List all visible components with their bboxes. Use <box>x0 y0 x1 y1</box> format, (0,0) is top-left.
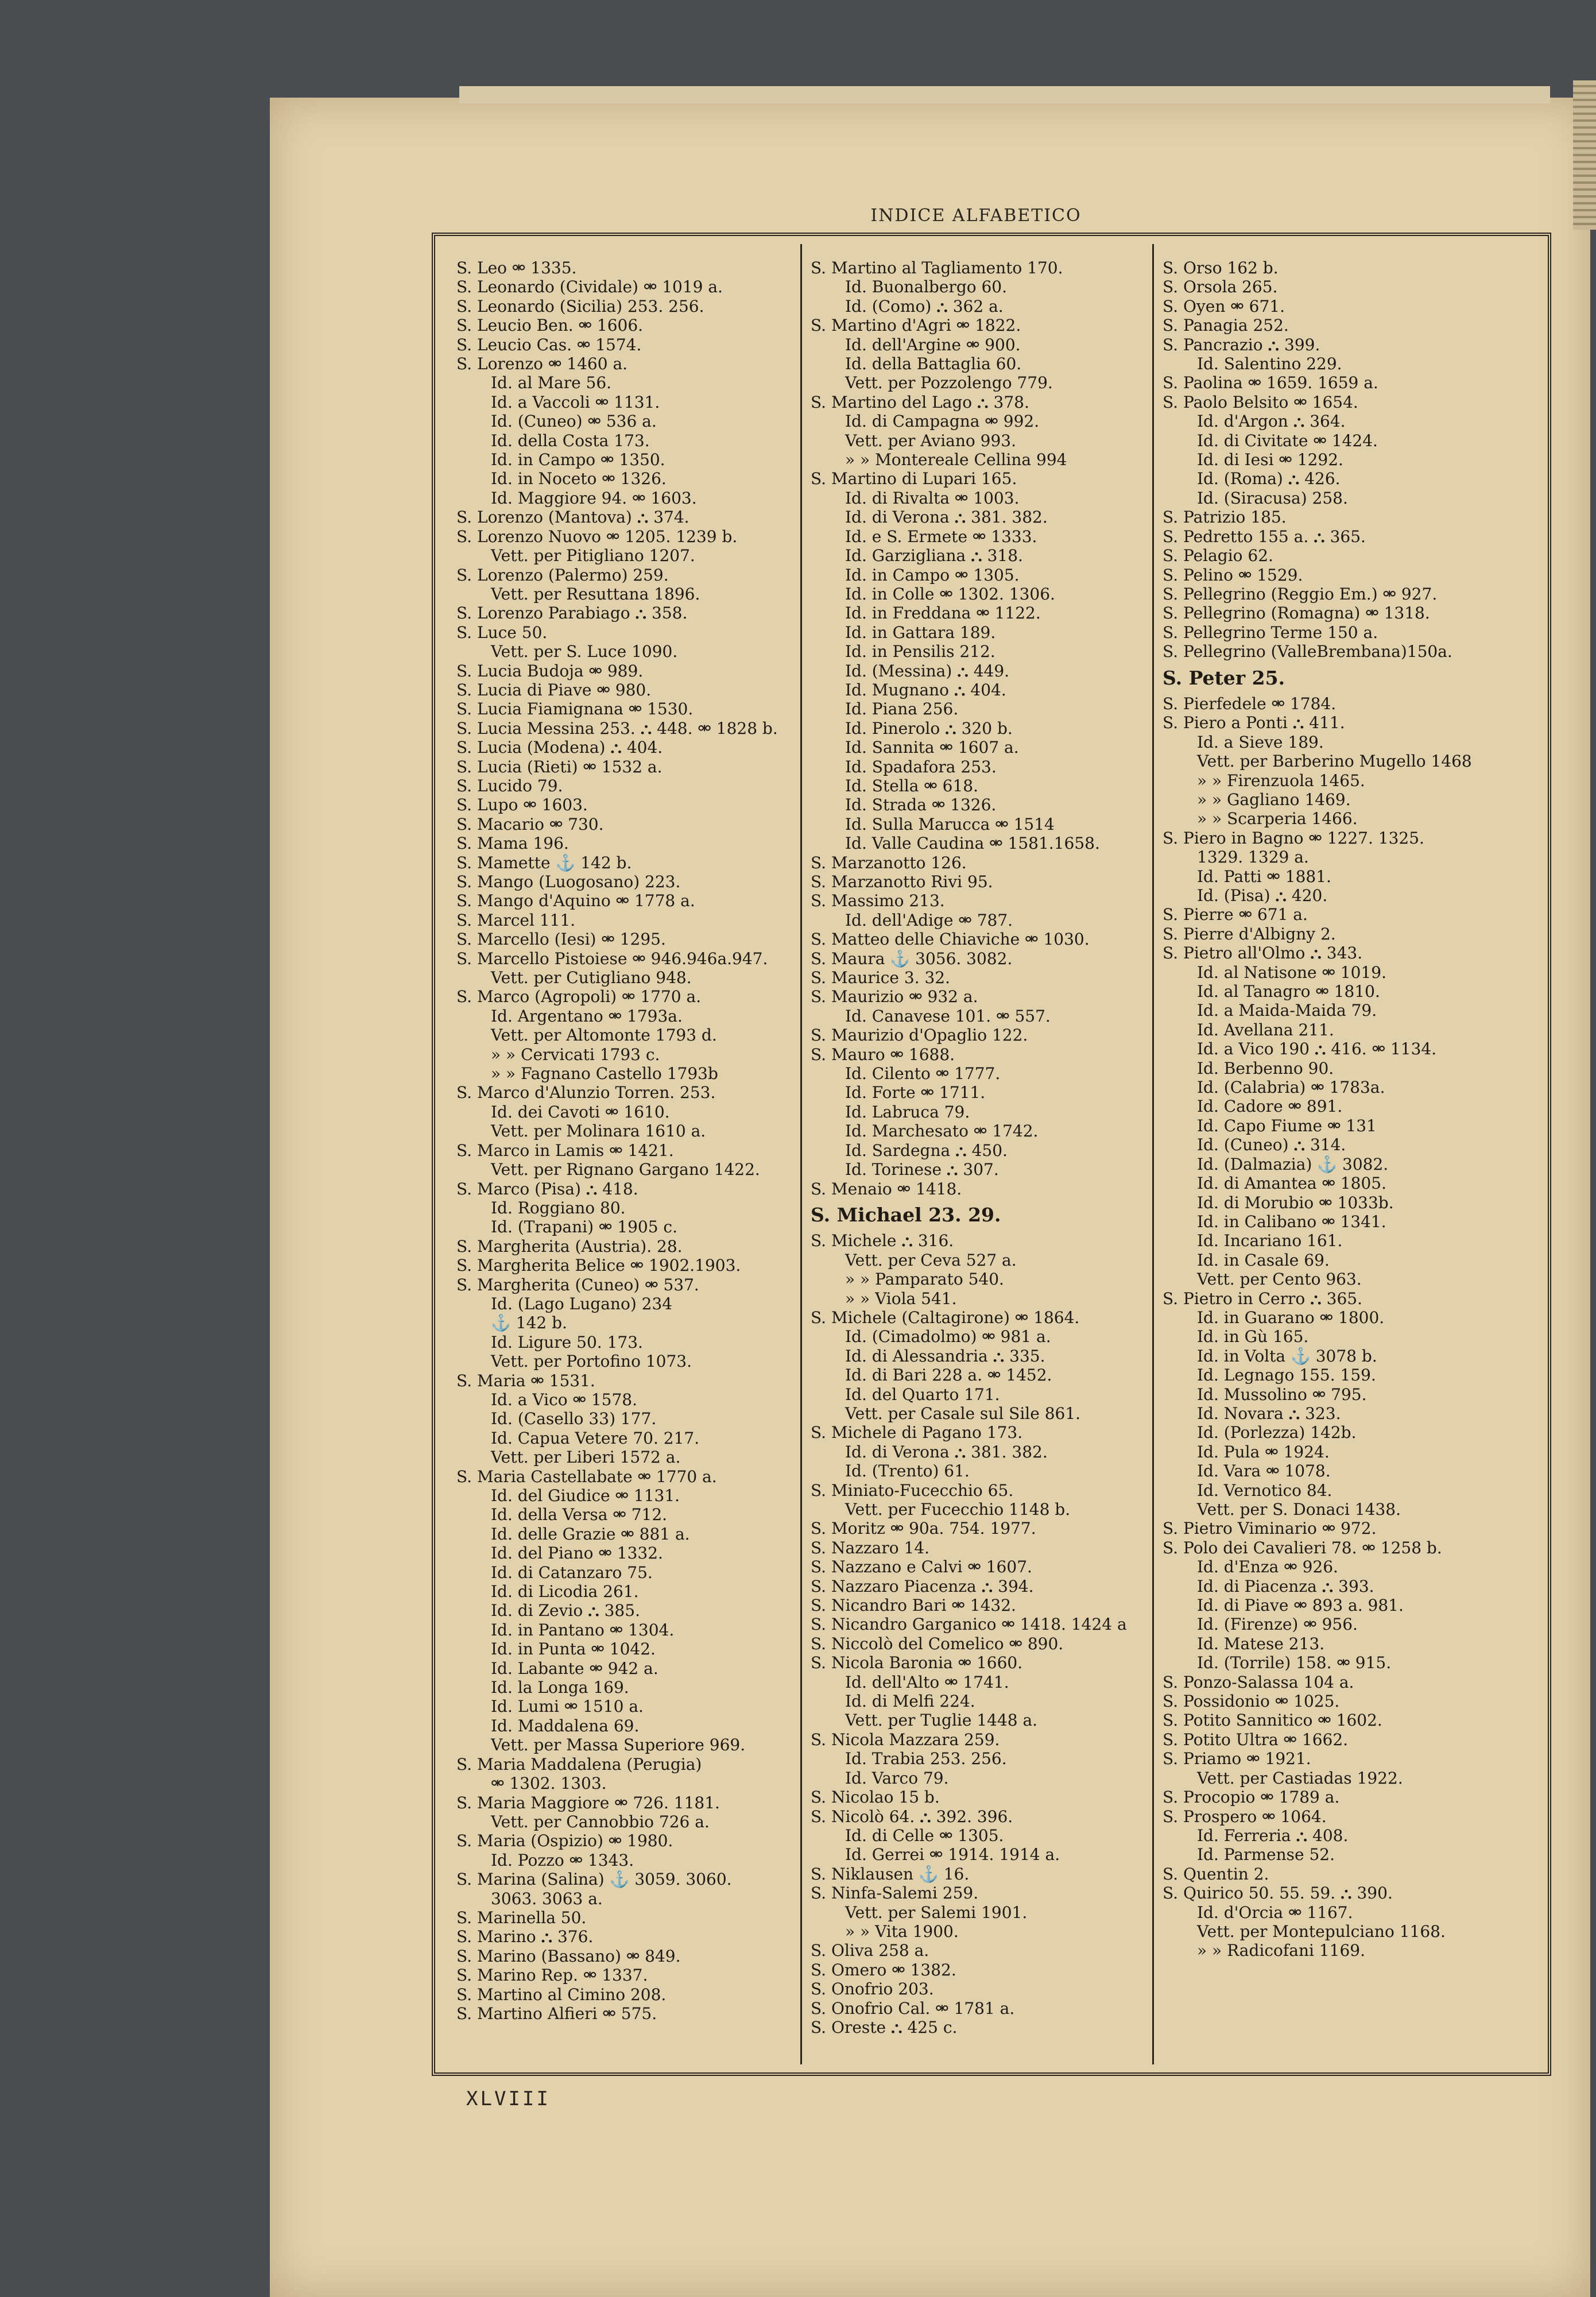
index-entry: Id. a Vico ⚮ 1578. <box>491 1390 638 1409</box>
index-entry: Vett. per S. Luce 1090. <box>491 642 678 662</box>
index-column-3 <box>1163 258 1507 1960</box>
index-entry: S. Mamette ⚓ 142 b. <box>456 853 632 872</box>
index-entry: Id. in Punta ⚮ 1042. <box>491 1639 656 1659</box>
index-entry: S. Pedretto 155 a. ⛬ 365. <box>1163 527 1366 546</box>
index-entry: S. Paolina ⚮ 1659. 1659 a. <box>1163 373 1378 393</box>
index-entry: Id. dei Cavoti ⚮ 1610. <box>491 1102 670 1122</box>
index-entry: S. Michael 23. 29. <box>811 1203 1001 1226</box>
index-entry: Id. delle Grazie ⚮ 881 a. <box>491 1524 690 1544</box>
index-entry: S. Pellegrino Terme 150 a. <box>1163 622 1378 642</box>
index-entry: Id. a Vaccoli ⚮ 1131. <box>491 392 660 412</box>
index-entry: S. Paolo Belsito ⚮ 1654. <box>1163 392 1358 412</box>
index-entry: S. Lucia Budoja ⚮ 989. <box>456 661 644 680</box>
index-entry: Id. al Mare 56. <box>491 373 612 393</box>
index-entry: S. Pelino ⚮ 1529. <box>1163 565 1303 585</box>
index-entry: S. Matteo delle Chiaviche ⚮ 1030. <box>811 930 1090 949</box>
index-entry: Vett. per Tuglie 1448 a. <box>845 1711 1038 1730</box>
index-entry: S. Mauro ⚮ 1688. <box>811 1045 955 1064</box>
index-entry: S. Nazzano e Calvi ⚮ 1607. <box>811 1557 1032 1577</box>
index-entry: S. Maurizio ⚮ 932 a. <box>811 987 978 1007</box>
index-entry: S. Moritz ⚮ 90a. 754. 1977. <box>811 1519 1036 1538</box>
index-entry: ⚓ 142 b. <box>491 1313 567 1333</box>
index-entry: Vett. per Casale sul Sile 861. <box>845 1403 1081 1423</box>
index-entry: » » Firenzuola 1465. <box>1197 771 1365 790</box>
index-entry: Id. Canavese 101. ⚮ 557. <box>845 1006 1051 1026</box>
index-entry: Id. (Cuneo) ⛬ 314. <box>1197 1135 1346 1155</box>
index-entry: S. Martino di Lupari 165. <box>811 469 1017 489</box>
index-entry: Id. (Calabria) ⚮ 1783a. <box>1197 1078 1385 1097</box>
index-entry: S. Marco d'Alunzio Torren. 253. <box>456 1083 716 1103</box>
index-entry: Id. al Tanagro ⚮ 1810. <box>1197 982 1380 1001</box>
index-entry: Id. di Verona ⛬ 381. 382. <box>845 508 1048 527</box>
index-entry: » » Montereale Cellina 994 <box>845 450 1067 470</box>
index-entry: S. Piero in Bagno ⚮ 1227. 1325. <box>1163 828 1424 848</box>
index-entry: Id. Capua Vetere 70. 217. <box>491 1428 700 1448</box>
index-entry: Id. di Morubio ⚮ 1033b. <box>1197 1193 1394 1212</box>
index-entry: Id. in Pensilis 212. <box>845 642 995 662</box>
index-entry: S. Margherita (Cuneo) ⚮ 537. <box>456 1275 699 1294</box>
index-entry: Id. Patti ⚮ 1881. <box>1197 867 1331 886</box>
index-entry: S. Lucia di Piave ⚮ 980. <box>456 680 652 699</box>
index-entry: Id. e S. Ermete ⚮ 1333. <box>845 527 1037 546</box>
index-entry: Id. al Natisone ⚮ 1019. <box>1197 962 1386 982</box>
index-entry: S. Niklausen ⚓ 16. <box>811 1864 970 1884</box>
index-entry: Id. (Torrile) 158. ⚮ 915. <box>1197 1653 1392 1673</box>
index-entry: Id. dell'Adige ⚮ 787. <box>845 910 1013 930</box>
index-entry: S. Maria Maggiore ⚮ 726. 1181. <box>456 1793 720 1812</box>
page-edge <box>459 86 1550 103</box>
index-entry: S. Marco (Pisa) ⛬ 418. <box>456 1179 638 1198</box>
index-column-1 <box>456 258 801 2023</box>
index-entry: » » Gagliano 1469. <box>1197 790 1351 809</box>
index-entry: Id. di Campagna ⚮ 992. <box>845 412 1040 431</box>
index-entry: S. Pellegrino (Romagna) ⚮ 1318. <box>1163 604 1430 623</box>
index-entry: Id. di Catanzaro 75. <box>491 1563 653 1582</box>
index-entry: Id. (Casello 33) 177. <box>491 1409 657 1429</box>
index-entry: Id. Buonalbergo 60. <box>845 277 1008 297</box>
index-entry: S. Pelagio 62. <box>1163 546 1273 566</box>
index-entry: S. Priamo ⚮ 1921. <box>1163 1749 1311 1769</box>
index-entry: Id. (Roma) ⛬ 426. <box>1197 469 1341 489</box>
index-entry: Vett. per Rignano Gargano 1422. <box>491 1160 760 1180</box>
index-entry: S. Nicola Mazzara 259. <box>811 1730 1000 1749</box>
index-entry: S. Michele (Caltagirone) ⚮ 1864. <box>811 1308 1080 1327</box>
index-entry: S. Marzanotto Rivi 95. <box>811 872 993 891</box>
index-entry: Id. del Giudice ⚮ 1131. <box>491 1486 680 1505</box>
index-entry: S. Maurice 3. 32. <box>811 968 951 988</box>
index-entry: Id. Argentano ⚮ 1793a. <box>491 1006 683 1026</box>
index-entry: Id. in Noceto ⚮ 1326. <box>491 469 667 489</box>
index-entry: S. Leonardo (Sicilia) 253. 256. <box>456 296 704 316</box>
index-entry: Id. in Guarano ⚮ 1800. <box>1197 1308 1385 1327</box>
index-entry: Id. in Freddana ⚮ 1122. <box>845 604 1041 623</box>
index-entry: Id. Maggiore 94. ⚮ 1603. <box>491 488 697 508</box>
index-entry: Id. (Dalmazia) ⚓ 3082. <box>1197 1154 1389 1174</box>
index-entry: Id. dell'Argine ⚮ 900. <box>845 335 1021 354</box>
index-entry: Id. d'Argon ⛬ 364. <box>1197 412 1346 431</box>
index-entry: S. Marco in Lamis ⚮ 1421. <box>456 1140 674 1160</box>
index-entry: S. Leo ⚮ 1335. <box>456 258 577 277</box>
index-entry: S. Lorenzo Nuovo ⚮ 1205. 1239 b. <box>456 527 738 546</box>
index-entry: S. Nicola Baronia ⚮ 1660. <box>811 1653 1023 1673</box>
page-header: INDICE ALFABETICO <box>870 206 1082 226</box>
index-entry: S. Pietro Viminario ⚮ 972. <box>1163 1519 1377 1538</box>
index-entry: Vett. per Pozzolengo 779. <box>845 373 1053 393</box>
index-entry: Vett. per Fucecchio 1148 b. <box>845 1500 1071 1519</box>
index-entry: S. Macario ⚮ 730. <box>456 814 604 834</box>
index-entry: S. Marino (Bassano) ⚮ 849. <box>456 1946 681 1966</box>
index-entry: S. Lucia Messina 253. ⛬ 448. ⚮ 1828 b. <box>456 718 778 738</box>
index-entry: » » Pamparato 540. <box>845 1270 1004 1289</box>
index-entry: Id. di Licodia 261. <box>491 1582 639 1602</box>
index-entry: Vett. per Altomonte 1793 d. <box>491 1026 717 1045</box>
index-entry: Id. Stella ⚮ 618. <box>845 776 978 795</box>
index-entry: S. Martino d'Agri ⚮ 1822. <box>811 316 1021 335</box>
index-entry: S. Marino ⛬ 376. <box>456 1927 594 1947</box>
index-entry: S. Mango d'Aquino ⚮ 1778 a. <box>456 891 695 911</box>
page-stack-edge <box>1573 80 1596 230</box>
index-entry: Id. Pula ⚮ 1924. <box>1197 1442 1330 1461</box>
index-entry: Id. d'Orcia ⚮ 1167. <box>1197 1902 1353 1922</box>
index-entry: Id. in Campo ⚮ 1350. <box>491 450 665 470</box>
index-entry: Vett. per Castiadas 1922. <box>1197 1768 1403 1788</box>
index-entry: Id. a Vico 190 ⛬ 416. ⚮ 1134. <box>1197 1039 1437 1059</box>
index-entry: S. Pietro in Cerro ⛬ 365. <box>1163 1289 1362 1308</box>
index-entry: S. Pellegrino (Reggio Em.) ⚮ 927. <box>1163 584 1438 604</box>
index-entry: S. Martino del Lago ⛬ 378. <box>811 392 1029 412</box>
index-entry: S. Lucia (Rieti) ⚮ 1532 a. <box>456 757 663 776</box>
index-entry: Vett. per Liberi 1572 a. <box>491 1448 681 1467</box>
index-entry: S. Nicandro Garganico ⚮ 1418. 1424 a <box>811 1615 1127 1634</box>
index-entry: S. Marco (Agropoli) ⚮ 1770 a. <box>456 987 702 1007</box>
index-entry: Vett. per Cento 963. <box>1197 1270 1362 1289</box>
index-entry: Id. Sannita ⚮ 1607 a. <box>845 738 1019 757</box>
index-entry: Id. Marchesato ⚮ 1742. <box>845 1122 1039 1141</box>
index-entry: Id. Cilento ⚮ 1777. <box>845 1064 1001 1084</box>
index-entry: Vett. per Montepulciano 1168. <box>1197 1921 1446 1941</box>
index-entry: Id. dell'Alto ⚮ 1741. <box>845 1672 1009 1692</box>
index-entry: S. Nicolò 64. ⛬ 392. 396. <box>811 1807 1013 1826</box>
index-entry: S. Pierfedele ⚮ 1784. <box>1163 694 1337 713</box>
index-entry: Id. di Alessandria ⛬ 335. <box>845 1346 1045 1366</box>
index-entry: Id. Spadafora 253. <box>845 757 997 776</box>
index-entry: Vett. per Portofino 1073. <box>491 1352 692 1371</box>
index-entry: Id. in Pantano ⚮ 1304. <box>491 1620 675 1639</box>
index-entry: S. Maria Castellabate ⚮ 1770 a. <box>456 1467 717 1486</box>
index-entry: ⚮ 1302. 1303. <box>491 1774 607 1793</box>
index-entry: Id. Parmense 52. <box>1197 1845 1335 1865</box>
index-entry: Id. della Costa 173. <box>491 431 650 450</box>
index-entry: Id. Incariano 161. <box>1197 1231 1343 1251</box>
index-entry: Id. Lumi ⚮ 1510 a. <box>491 1697 644 1716</box>
index-entry: Id. Sulla Marucca ⚮ 1514 <box>845 814 1055 834</box>
index-entry: S. Marcello Pistoiese ⚮ 946.946a.947. <box>456 949 768 968</box>
index-entry: S. Lorenzo (Mantova) ⛬ 374. <box>456 508 689 527</box>
index-entry: Vett. per Salemi 1901. <box>845 1902 1028 1922</box>
index-entry: S. Massimo 213. <box>811 891 945 911</box>
index-entry: Id. in Calibano ⚮ 1341. <box>1197 1212 1386 1231</box>
index-entry: S. Lucia (Modena) ⛬ 404. <box>456 738 663 757</box>
index-entry: S. Panagia 252. <box>1163 316 1289 335</box>
index-entry: Id. Maddalena 69. <box>491 1716 640 1735</box>
index-entry: Id. Matese 213. <box>1197 1634 1325 1653</box>
index-entry: S. Margherita (Austria). 28. <box>456 1236 683 1256</box>
index-entry: Id. a Sieve 189. <box>1197 732 1324 752</box>
index-entry: Id. Ligure 50. 173. <box>491 1332 643 1352</box>
index-entry: S. Margherita Belice ⚮ 1902.1903. <box>456 1256 741 1275</box>
index-entry: Id. (Trento) 61. <box>845 1461 970 1481</box>
index-entry: Id. in Casale 69. <box>1197 1250 1330 1270</box>
index-entry: Id. Ferreria ⛬ 408. <box>1197 1826 1349 1845</box>
index-entry: Vett. per S. Donaci 1438. <box>1197 1500 1401 1519</box>
index-entry: S. Orso 162 b. <box>1163 258 1279 277</box>
index-entry: Vett. per Molinara 1610 a. <box>491 1122 706 1141</box>
index-entry: Id. di Amantea ⚮ 1805. <box>1197 1174 1386 1193</box>
index-entry: » » Vita 1900. <box>845 1921 959 1941</box>
index-entry: S. Leucio Cas. ⚮ 1574. <box>456 335 642 354</box>
index-entry: Id. (Messina) ⛬ 449. <box>845 661 1010 680</box>
index-entry: S. Maria (Ospizio) ⚮ 1980. <box>456 1831 673 1851</box>
index-entry: Id. del Quarto 171. <box>845 1385 1000 1404</box>
index-entry: Id. a Maida-Maida 79. <box>1197 1001 1377 1020</box>
index-entry: S. Ponzo-Salassa 104 a. <box>1163 1672 1354 1692</box>
index-entry: » » Viola 541. <box>845 1289 957 1308</box>
index-entry: Vett. per Pitigliano 1207. <box>491 546 695 566</box>
index-entry: Id. Piana 256. <box>845 699 959 719</box>
index-entry: Id. Trabia 253. 256. <box>845 1749 1007 1769</box>
index-entry: S. Maria Maddalena (Perugia) <box>456 1754 702 1774</box>
index-entry: Id. del Piano ⚮ 1332. <box>491 1544 663 1563</box>
index-entry: S. Martino Alfieri ⚮ 575. <box>456 2004 657 2023</box>
index-entry: Id. Labruca 79. <box>845 1102 970 1122</box>
index-entry: Id. di Piave ⚮ 893 a. 981. <box>1197 1596 1404 1615</box>
index-entry: Id. Avellana 211. <box>1197 1020 1334 1039</box>
index-entry: S. Potito Ultra ⚮ 1662. <box>1163 1730 1349 1749</box>
index-entry: S. Pierre d'Albigny 2. <box>1163 924 1336 943</box>
index-entry: Id. Berbenno 90. <box>1197 1058 1334 1078</box>
index-entry: Id. della Battaglia 60. <box>845 354 1022 374</box>
index-entry: Id. della Versa ⚮ 712. <box>491 1505 668 1525</box>
index-entry: Id. Novara ⛬ 323. <box>1197 1403 1341 1423</box>
index-entry: Id. di Melfi 224. <box>845 1692 975 1711</box>
index-entry: S. Oyen ⚮ 671. <box>1163 296 1285 316</box>
index-entry: S. Lorenzo (Palermo) 259. <box>456 565 669 585</box>
index-entry: Id. (Lago Lugano) 234 <box>491 1294 673 1313</box>
index-entry: Vett. per Barberino Mugello 1468 <box>1197 752 1472 771</box>
index-entry: Id. Salentino 229. <box>1197 354 1342 374</box>
index-entry: Id. Sardegna ⛬ 450. <box>845 1140 1008 1160</box>
index-entry: S. Marino Rep. ⚮ 1337. <box>456 1966 648 1985</box>
index-entry: Id. Pinerolo ⛬ 320 b. <box>845 718 1013 738</box>
index-entry: S. Pierre ⚮ 671 a. <box>1163 905 1308 925</box>
index-entry: S. Potito Sannitico ⚮ 1602. <box>1163 1711 1382 1730</box>
index-entry: Id. in Colle ⚮ 1302. 1306. <box>845 584 1055 604</box>
index-entry: Id. Cadore ⚮ 891. <box>1197 1097 1343 1116</box>
index-entry: S. Marcel 111. <box>456 910 576 930</box>
index-column-2 <box>811 258 1155 2037</box>
index-entry: Id. in Gattara 189. <box>845 622 996 642</box>
index-entry: S. Marinella 50. <box>456 1908 587 1927</box>
index-entry: S. Marina (Salina) ⚓ 3059. 3060. <box>456 1870 732 1889</box>
index-entry: S. Nazzaro 14. <box>811 1538 930 1557</box>
index-entry: Id. (Cuneo) ⚮ 536 a. <box>491 412 657 431</box>
index-entry: Id. Garzigliana ⛬ 318. <box>845 546 1023 566</box>
index-entry: Id. Mugnano ⛬ 404. <box>845 680 1006 699</box>
index-entry: S. Leonardo (Cividale) ⚮ 1019 a. <box>456 277 723 297</box>
index-entry: Id. di Civitate ⚮ 1424. <box>1197 431 1378 450</box>
index-entry: S. Niccolò del Comelico ⚮ 890. <box>811 1634 1064 1653</box>
index-entry: » » Fagnano Castello 1793b <box>491 1064 718 1084</box>
index-entry: S. Lucido 79. <box>456 776 563 795</box>
index-entry: S. Quentin 2. <box>1163 1864 1269 1884</box>
index-entry: Id. Mussolino ⚮ 795. <box>1197 1385 1367 1404</box>
index-entry: S. Lorenzo ⚮ 1460 a. <box>456 354 628 374</box>
index-entry: S. Pancrazio ⛬ 399. <box>1163 335 1320 354</box>
index-entry: Vett. per Massa Superiore 969. <box>491 1735 746 1755</box>
index-entry: Id. di Rivalta ⚮ 1003. <box>845 488 1020 508</box>
index-entry: Vett. per Cannobbio 726 a. <box>491 1812 710 1831</box>
index-entry: Id. Pozzo ⚮ 1343. <box>491 1850 634 1870</box>
index-entry: S. Nicolao 15 b. <box>811 1788 940 1807</box>
index-entry: Id. Vara ⚮ 1078. <box>1197 1461 1331 1481</box>
index-entry: 1329. 1329 a. <box>1197 848 1309 867</box>
index-entry: S. Maurizio d'Opaglio 122. <box>811 1026 1028 1045</box>
index-entry: S. Leucio Ben. ⚮ 1606. <box>456 316 644 335</box>
index-entry: S. Pietro all'Olmo ⛬ 343. <box>1163 943 1363 963</box>
index-entry: S. Nicandro Bari ⚮ 1432. <box>811 1596 1016 1615</box>
index-entry: Id. in Gù 165. <box>1197 1327 1309 1347</box>
index-entry: S. Nazzaro Piacenza ⛬ 394. <box>811 1576 1034 1596</box>
index-entry: Id. Labante ⚮ 942 a. <box>491 1658 658 1678</box>
index-entry: Id. Torinese ⛬ 307. <box>845 1160 999 1180</box>
index-entry: S. Possidonio ⚮ 1025. <box>1163 1692 1340 1711</box>
index-entry: S. Mama 196. <box>456 834 569 853</box>
page-folio: XLVIII <box>466 2087 551 2110</box>
index-entry: Id. d'Enza ⚮ 926. <box>1197 1557 1338 1577</box>
index-entry: Id. (Como) ⛬ 362 a. <box>845 296 1004 316</box>
index-entry: S. Maura ⚓ 3056. 3082. <box>811 949 1013 968</box>
index-entry: Id. (Trapani) ⚮ 1905 c. <box>491 1217 677 1237</box>
index-entry: Id. Forte ⚮ 1711. <box>845 1083 986 1103</box>
index-entry: Vett. per Resuttana 1896. <box>491 584 700 604</box>
index-entry: S. Menaio ⚮ 1418. <box>811 1179 962 1198</box>
index-entry: Vett. per Aviano 993. <box>845 431 1016 450</box>
index-entry: S. Martino al Tagliamento 170. <box>811 258 1063 277</box>
index-entry: Id. Roggiano 80. <box>491 1198 626 1217</box>
index-entry: Id. di Celle ⚮ 1305. <box>845 1826 1004 1845</box>
index-entry: Id. di Verona ⛬ 381. 382. <box>845 1442 1048 1461</box>
index-entry: Id. di Bari 228 a. ⚮ 1452. <box>845 1366 1052 1385</box>
index-entry: Vett. per Ceva 527 a. <box>845 1250 1017 1270</box>
index-entry: » » Scarperia 1466. <box>1197 809 1358 829</box>
index-entry: Id. (Cimadolmo) ⚮ 981 a. <box>845 1327 1051 1347</box>
index-entry: Id. Vernotico 84. <box>1197 1480 1332 1500</box>
index-entry: Id. Strada ⚮ 1326. <box>845 795 997 815</box>
index-entry: S. Prospero ⚮ 1064. <box>1163 1807 1327 1826</box>
index-entry: Id. (Siracusa) 258. <box>1197 488 1348 508</box>
index-entry: S. Polo dei Cavalieri 78. ⚮ 1258 b. <box>1163 1538 1442 1557</box>
index-entry: » » Radicofani 1169. <box>1197 1941 1366 1960</box>
index-entry: S. Patrizio 185. <box>1163 508 1287 527</box>
index-entry: Vett. per Cutigliano 948. <box>491 968 692 988</box>
index-entry: Id. Valle Caudina ⚮ 1581.1658. <box>845 834 1100 853</box>
index-entry: Id. (Porlezza) 142b. <box>1197 1423 1357 1443</box>
index-entry: S. Lorenzo Parabiago ⛬ 358. <box>456 604 688 623</box>
index-entry: S. Orsola 265. <box>1163 277 1278 297</box>
index-entry: S. Lucia Fiamignana ⚮ 1530. <box>456 699 694 719</box>
index-entry: S. Martino al Cimino 208. <box>456 1985 667 2004</box>
index-entry: » » Cervicati 1793 c. <box>491 1045 660 1064</box>
index-entry: S. Marcello (Iesi) ⚮ 1295. <box>456 930 666 949</box>
index-entry: S. Mango (Luogosano) 223. <box>456 872 681 891</box>
index-entry: Id. di Zevio ⛬ 385. <box>491 1601 640 1621</box>
index-entry: Id. (Pisa) ⛬ 420. <box>1197 886 1328 905</box>
index-entry: Id. (Firenze) ⚮ 956. <box>1197 1615 1358 1634</box>
index-entry: Id. Legnago 155. 159. <box>1197 1366 1376 1385</box>
index-entry: Id. in Campo ⚮ 1305. <box>845 565 1020 585</box>
index-entry: S. Ninfa-Salemi 259. <box>811 1884 979 1903</box>
index-entry: S. Onofrio 203. <box>811 1979 934 1999</box>
index-entry: Id. Varco 79. <box>845 1768 949 1788</box>
index-entry: Id. in Volta ⚓ 3078 b. <box>1197 1346 1377 1366</box>
index-entry: S. Piero a Ponti ⛬ 411. <box>1163 713 1345 733</box>
index-entry: S. Michele ⛬ 316. <box>811 1231 954 1251</box>
index-entry: S. Michele di Pagano 173. <box>811 1423 1023 1443</box>
index-entry: Id. di Iesi ⚮ 1292. <box>1197 450 1343 470</box>
index-entry: S. Omero ⚮ 1382. <box>811 1960 956 1979</box>
index-entry: S. Pellegrino (ValleBrembana)150a. <box>1163 642 1452 662</box>
index-entry: S. Oreste ⛬ 425 c. <box>811 2017 958 2037</box>
index-entry: S. Procopio ⚮ 1789 a. <box>1163 1788 1340 1807</box>
index-entry: S. Quirico 50. 55. 59. ⛬ 390. <box>1163 1884 1393 1903</box>
index-entry: Id. di Piacenza ⛬ 393. <box>1197 1576 1374 1596</box>
index-entry: S. Miniato-Fucecchio 65. <box>811 1480 1014 1500</box>
index-entry: S. Onofrio Cal. ⚮ 1781 a. <box>811 1998 1015 2018</box>
index-entry: S. Lupo ⚮ 1603. <box>456 795 588 815</box>
index-entry: Id. Gerrei ⚮ 1914. 1914 a. <box>845 1845 1060 1865</box>
index-entry: S. Luce 50. <box>456 622 548 642</box>
index-entry: S. Marzanotto 126. <box>811 853 967 872</box>
index-entry: S. Oliva 258 a. <box>811 1941 929 1960</box>
index-entry: S. Maria ⚮ 1531. <box>456 1371 595 1390</box>
index-entry: S. Peter 25. <box>1163 666 1285 689</box>
index-entry: Id. la Longa 169. <box>491 1678 629 1697</box>
index-entry: 3063. 3063 a. <box>491 1889 603 1908</box>
index-entry: Id. Capo Fiume ⚮ 131 <box>1197 1116 1377 1135</box>
